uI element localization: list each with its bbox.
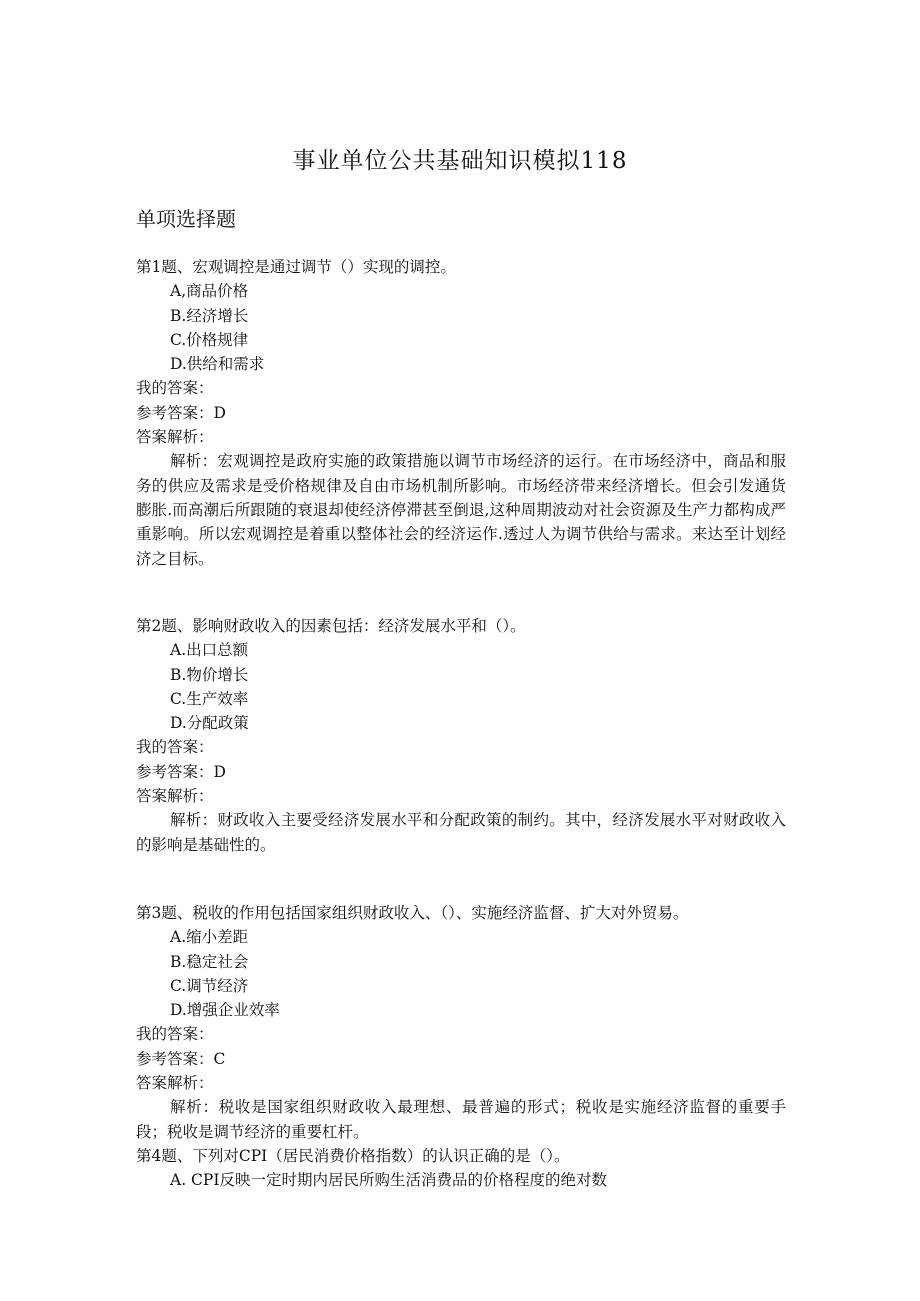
- explanation-label: 答案解析：: [136, 428, 214, 447]
- my-answer-label: 我的答案：: [136, 738, 214, 757]
- my-answer-label: 我的答案：: [136, 379, 214, 398]
- explanation-label: 答案解析：: [136, 787, 214, 806]
- explanation-text: 解析：税收是国家组织财政收入最理想、最普遍的形式；税收是实施经济监督的重要手段；税收是调节经济的重要杠杆。: [136, 1098, 786, 1141]
- option-d: D.增强企业效率: [170, 1001, 280, 1020]
- explanation-text: 解析：宏观调控是政府实施的政策措施以调节市场经济的运行。在市场经济中，商品和服务的供应及需求是受价格规律及自由市场机制所影响。市场经济带来经济增长。但会引发通货膨胀.而高潮后所跟随的衰退却使经济停滞甚至倒退,这种周期波动对社会资源及生产力都构成严重影响。所以宏观调控是着重以整体社会的经济运作.透过人为调节供给与需求。来达至计划经济之目标。: [136, 452, 786, 568]
- reference-answer: 参考答案：D: [136, 403, 226, 422]
- question-4-option-a: A. CPI反映一定时期内居民所购生活消费品的价格程度的绝对数: [170, 1171, 607, 1190]
- option-c: C.价格规律: [170, 330, 249, 349]
- my-answer-label: 我的答案：: [136, 1025, 214, 1044]
- document-title: 事业单位公共基础知识模拟118: [292, 148, 628, 174]
- option-b: B.物价增长: [170, 665, 249, 684]
- reference-answer: 参考答案：D: [136, 762, 226, 781]
- reference-answer: 参考答案：C: [136, 1049, 226, 1068]
- option-b: B.稳定社会: [170, 952, 249, 971]
- question-3: [136, 901, 786, 1193]
- option-a: A,商品价格: [170, 282, 249, 301]
- option-a: A.缩小差距: [170, 928, 249, 947]
- question-stem: 第2题、影响财政收入的因素包括：经济发展水平和（）。: [136, 617, 526, 635]
- option-a: A.出口总额: [170, 641, 249, 660]
- option-b: B.经济增长: [170, 306, 249, 325]
- question-1: [136, 255, 786, 571]
- question-2: [136, 614, 786, 857]
- explanation-text: 解析：财政收入主要受经济发展水平和分配政策的制约。其中，经济发展水平对财政收入的影响是基础性的。: [136, 811, 786, 854]
- section-title: 单项选择题: [136, 207, 236, 231]
- option-d: D.供给和需求: [170, 355, 265, 374]
- option-d: D.分配政策: [170, 714, 249, 733]
- question-stem: 第1题、宏观调控是通过调节（）实现的调控。: [136, 258, 456, 276]
- question-stem: 第3题、税收的作用包括国家组织财政收入、（）、实施经济监督、扩大对外贸易。: [136, 904, 689, 922]
- option-c: C.调节经济: [170, 976, 249, 995]
- explanation-label: 答案解析：: [136, 1074, 214, 1093]
- option-c: C.生产效率: [170, 689, 249, 708]
- question-4-stem: 第4题、下列对CPI（居民消费价格指数）的认识正确的是（）。: [136, 1146, 570, 1165]
